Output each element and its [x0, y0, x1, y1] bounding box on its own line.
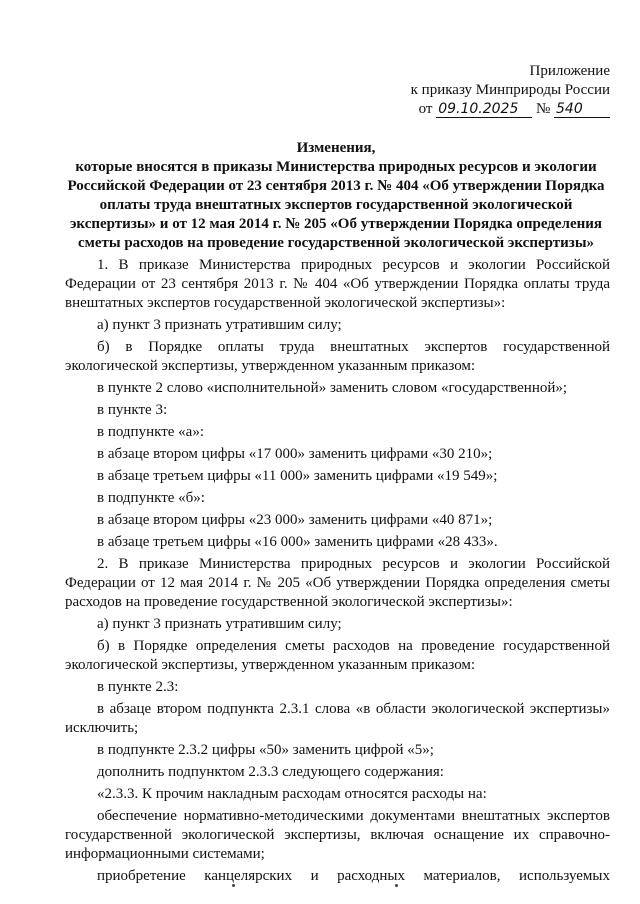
scan-speck [395, 884, 398, 887]
paragraph: в подпункте «б»: [97, 490, 205, 506]
paragraph: в абзаце втором цифры «23 000» заменить цифрами «40 871»; [97, 512, 493, 528]
text-line: 2. В приказе Министерства природных ресурсов и экологии Российской [97, 556, 610, 572]
paragraph [65, 700, 610, 738]
text-line: приобретение канцелярских и расходных материалов, используемых [97, 868, 610, 884]
paragraph: в пункте 2.3: [97, 679, 179, 695]
text-line: государственной экологической экспертизы, включая оснащение их справочно- [65, 827, 610, 843]
text-line: б) в Порядке определения сметы расходов на проведение государственной [97, 638, 610, 654]
paragraph: в абзаце третьем цифры «11 000» заменить цифрами «19 549»; [97, 468, 498, 484]
from-label: от [418, 101, 433, 117]
text-line: экологической экспертизы, утвержденном указанным приказом: [65, 358, 476, 374]
paragraph: в подпункте 2.3.2 цифры «50» заменить цифрой «5»; [97, 742, 434, 758]
document-body [65, 256, 610, 889]
paragraph [65, 338, 610, 376]
paragraph-item-1 [65, 256, 610, 313]
text-line: Федерации от 12 мая 2014 г. № 205 «Об утверждении Порядка определения сметы [65, 575, 610, 591]
paragraph: а) пункт 3 признать утратившим силу; [97, 616, 342, 632]
paragraph: дополнить подпунктом 2.3.3 следующего содержания: [97, 764, 444, 780]
number-label: № [535, 101, 551, 117]
handwritten-date: 09.10.2025 [436, 102, 532, 118]
text-line: исключить; [65, 720, 139, 736]
paragraph: в абзаце втором цифры «17 000» заменить цифрами «30 210»; [97, 446, 493, 462]
document-heading [60, 139, 612, 253]
handwritten-number: 540 [554, 102, 610, 118]
paragraph [65, 807, 610, 864]
scan-speck [232, 884, 235, 887]
text-line: Федерации от 23 сентября 2013 г. № 404 «Об утверждении Порядка оплаты труда [65, 276, 610, 292]
annex-block [411, 62, 610, 119]
paragraph [65, 867, 610, 886]
text-line: в абзаце втором подпункта 2.3.1 слова «в области экологической экспертизы» [97, 701, 610, 717]
heading-line: которые вносятся в приказы Министерства природных ресурсов и экологии [75, 159, 597, 175]
text-line: внештатных экспертов государственной экологической экспертизы»: [65, 295, 506, 311]
text-line: информационными системами; [65, 846, 265, 862]
paragraph: а) пункт 3 признать утратившим силу; [97, 317, 342, 333]
text-line: экологической экспертизы, утвержденном указанным приказом: [65, 657, 476, 673]
text-line: 1. В приказе Министерства природных ресурсов и экологии Российской [97, 257, 610, 273]
text-line: б) в Порядке оплаты труда внештатных экспертов государственной [97, 339, 610, 355]
paragraph: в пункте 3: [97, 402, 168, 418]
annex-order-reference: к приказу Минприроды России [410, 82, 610, 98]
annex-title: Приложение [529, 63, 610, 79]
paragraph: в пункте 2 слово «исполнительной» заменить словом «государственной»; [97, 380, 568, 396]
text-line: обеспечение нормативно-методическими документами внештатных экспертов [97, 808, 610, 824]
heading-line: Изменения, [296, 140, 376, 156]
paragraph-item-2 [65, 555, 610, 612]
text-line: расходов на проведение государственной экологической экспертизы»: [65, 594, 513, 610]
annex-date-number-line [411, 100, 610, 119]
paragraph: в подпункте «а»: [97, 424, 204, 440]
paragraph [65, 637, 610, 675]
heading-line: сметы расходов на проведение государственной экологической экспертизы» [77, 235, 595, 251]
paragraph: «2.3.3. К прочим накладным расходам относятся расходы на: [97, 786, 487, 802]
heading-line: экспертизы» и от 12 мая 2014 г. № 205 «Об утверждении Порядка определения [69, 216, 603, 232]
heading-line: оплаты труда внештатных экспертов государственной экологической [99, 197, 573, 213]
heading-line: Российской Федерации от 23 сентября 2013 г. № 404 «Об утверждении Порядка [67, 178, 605, 194]
paragraph: в абзаце третьем цифры «16 000» заменить цифрами «28 433». [97, 534, 498, 550]
